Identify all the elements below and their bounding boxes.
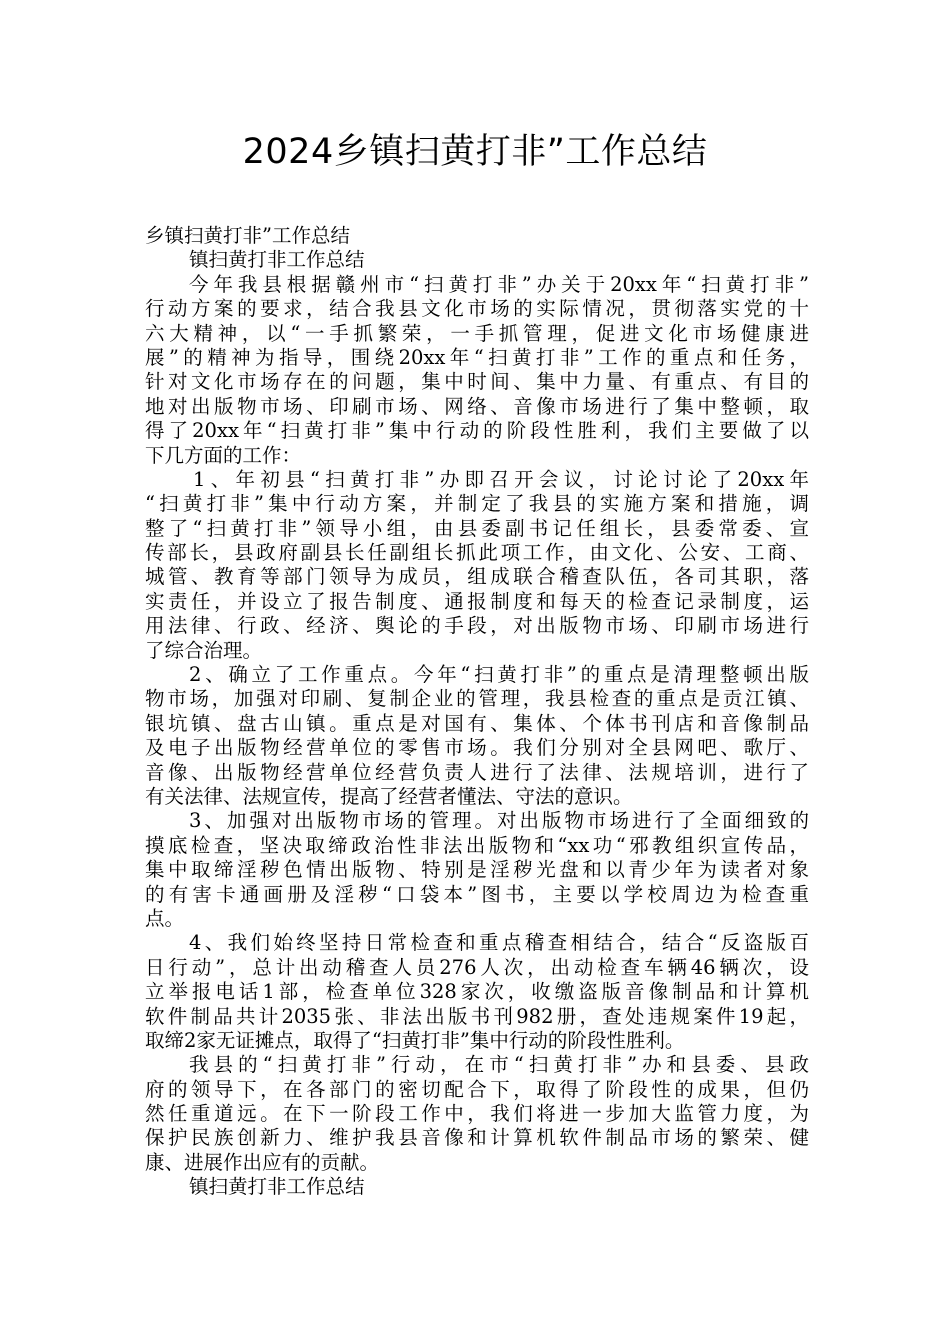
body-line: 然任重道远。在下一阶段工作中，我们将进一步加大监管力度，为	[145, 1102, 809, 1126]
body-line: 了综合治理。	[145, 638, 263, 662]
body-line: 有关法律、法规宣传，提高了经营者懂法、守法的意识。	[145, 784, 633, 808]
body-line: 1、年初县“扫黄打非”办即召开会议，讨论讨论了20xx年	[193, 467, 809, 491]
body-line: 城管、教育等部门领导为成员，组成联合稽查队伍，各司其职，落	[145, 565, 809, 589]
body-line: 康、进展作出应有的贡献。	[145, 1150, 380, 1174]
body-line: 镇扫黄打非工作总结	[189, 1175, 365, 1199]
body-line: 银坑镇、盘古山镇。重点是对国有、集体、个体书刊店和音像制品	[145, 711, 809, 735]
body-line: 府的领导下，在各部门的密切配合下，取得了阶段性的成果，但仍	[145, 1077, 809, 1101]
body-line: “扫黄打非”集中行动方案，并制定了我县的实施方案和措施，调	[145, 492, 809, 516]
body-line: 软件制品共计2035张、非法出版书刊982册，查处违规案件19起，	[145, 1004, 809, 1028]
body-line: 六大精神，以“一手抓繁荣，一手抓管理，促进文化市场健康进	[145, 321, 809, 345]
body-line: 的有害卡通画册及淫秽“口袋本”图书，主要以学校周边为检查重	[145, 882, 809, 906]
body-line: 针对文化市场存在的问题，集中时间、集中力量、有重点、有目的	[145, 370, 809, 394]
body-line: 2、确立了工作重点。今年“扫黄打非”的重点是清理整顿出版	[189, 663, 809, 687]
document-title: 2024乡镇扫黄打非”工作总结	[242, 132, 708, 172]
body-line: 3、加强对出版物市场的管理。对出版物市场进行了全面细致的	[189, 809, 809, 833]
body-line: 4、我们始终坚持日常检查和重点稽查相结合，结合“反盗版百	[189, 931, 809, 955]
body-line: 整了“扫黄打非”领导小组，由县委副书记任组长，县委常委、宣	[145, 516, 809, 540]
body-line: 行动方案的要求，结合我县文化市场的实际情况，贯彻落实党的十	[145, 297, 809, 321]
body-line: 传部长，县政府副县长任副组长抓此项工作，由文化、公安、工商、	[145, 541, 809, 565]
body-line: 物市场，加强对印刷、复制企业的管理，我县检查的重点是贡江镇、	[145, 687, 809, 711]
body-line: 取缔2家无证摊点，取得了“扫黄打非”集中行动的阶段性胜利。	[145, 1028, 685, 1052]
body-line: 地对出版物市场、印刷市场、网络、音像市场进行了集中整顿，取	[145, 394, 809, 418]
body-line: 乡镇扫黄打非”工作总结	[145, 224, 350, 247]
body-line: 集中取缔淫秽色情出版物、特别是淫秽光盘和以青少年为读者对象	[145, 858, 809, 882]
document-body	[145, 224, 809, 1200]
body-line: 摸底检查，坚决取缔政治性非法出版物和“xx功“邪教组织宣传品，	[145, 833, 809, 857]
body-line: 今年我县根据赣州市“扫黄打非”办关于20xx年“扫黄打非”	[189, 272, 809, 296]
body-line: 镇扫黄打非工作总结	[189, 248, 365, 272]
body-line: 及电子出版物经营单位的零售市场。我们分别对全县网吧、歌厅、	[145, 736, 809, 760]
body-line: 我县的“扫黄打非”行动，在市“扫黄打非”办和县委、县政	[189, 1053, 809, 1077]
body-line: 实责任，并设立了报告制度、通报制度和每天的检查记录制度，运	[145, 589, 809, 613]
body-line: 展”的精神为指导，围绕20xx年“扫黄打非”工作的重点和任务，	[145, 345, 809, 369]
body-line: 日行动”，总计出动稽查人员276人次，出动检查车辆46辆次，设	[145, 955, 809, 979]
body-line: 音像、出版物经营单位经营负责人进行了法律、法规培训，进行了	[145, 760, 809, 784]
body-line: 立举报电话1部，检查单位328家次，收缴盗版音像制品和计算机	[145, 980, 809, 1004]
body-line: 保护民族创新力、维护我县音像和计算机软件制品市场的繁荣、健	[145, 1126, 809, 1150]
body-line: 下几方面的工作：	[145, 443, 302, 467]
body-line: 用法律、行政、经济、舆论的手段，对出版物市场、印刷市场进行	[145, 614, 809, 638]
body-line: 点。	[145, 906, 185, 930]
body-line: 得了20xx年“扫黄打非”集中行动的阶段性胜利，我们主要做了以	[145, 419, 809, 443]
